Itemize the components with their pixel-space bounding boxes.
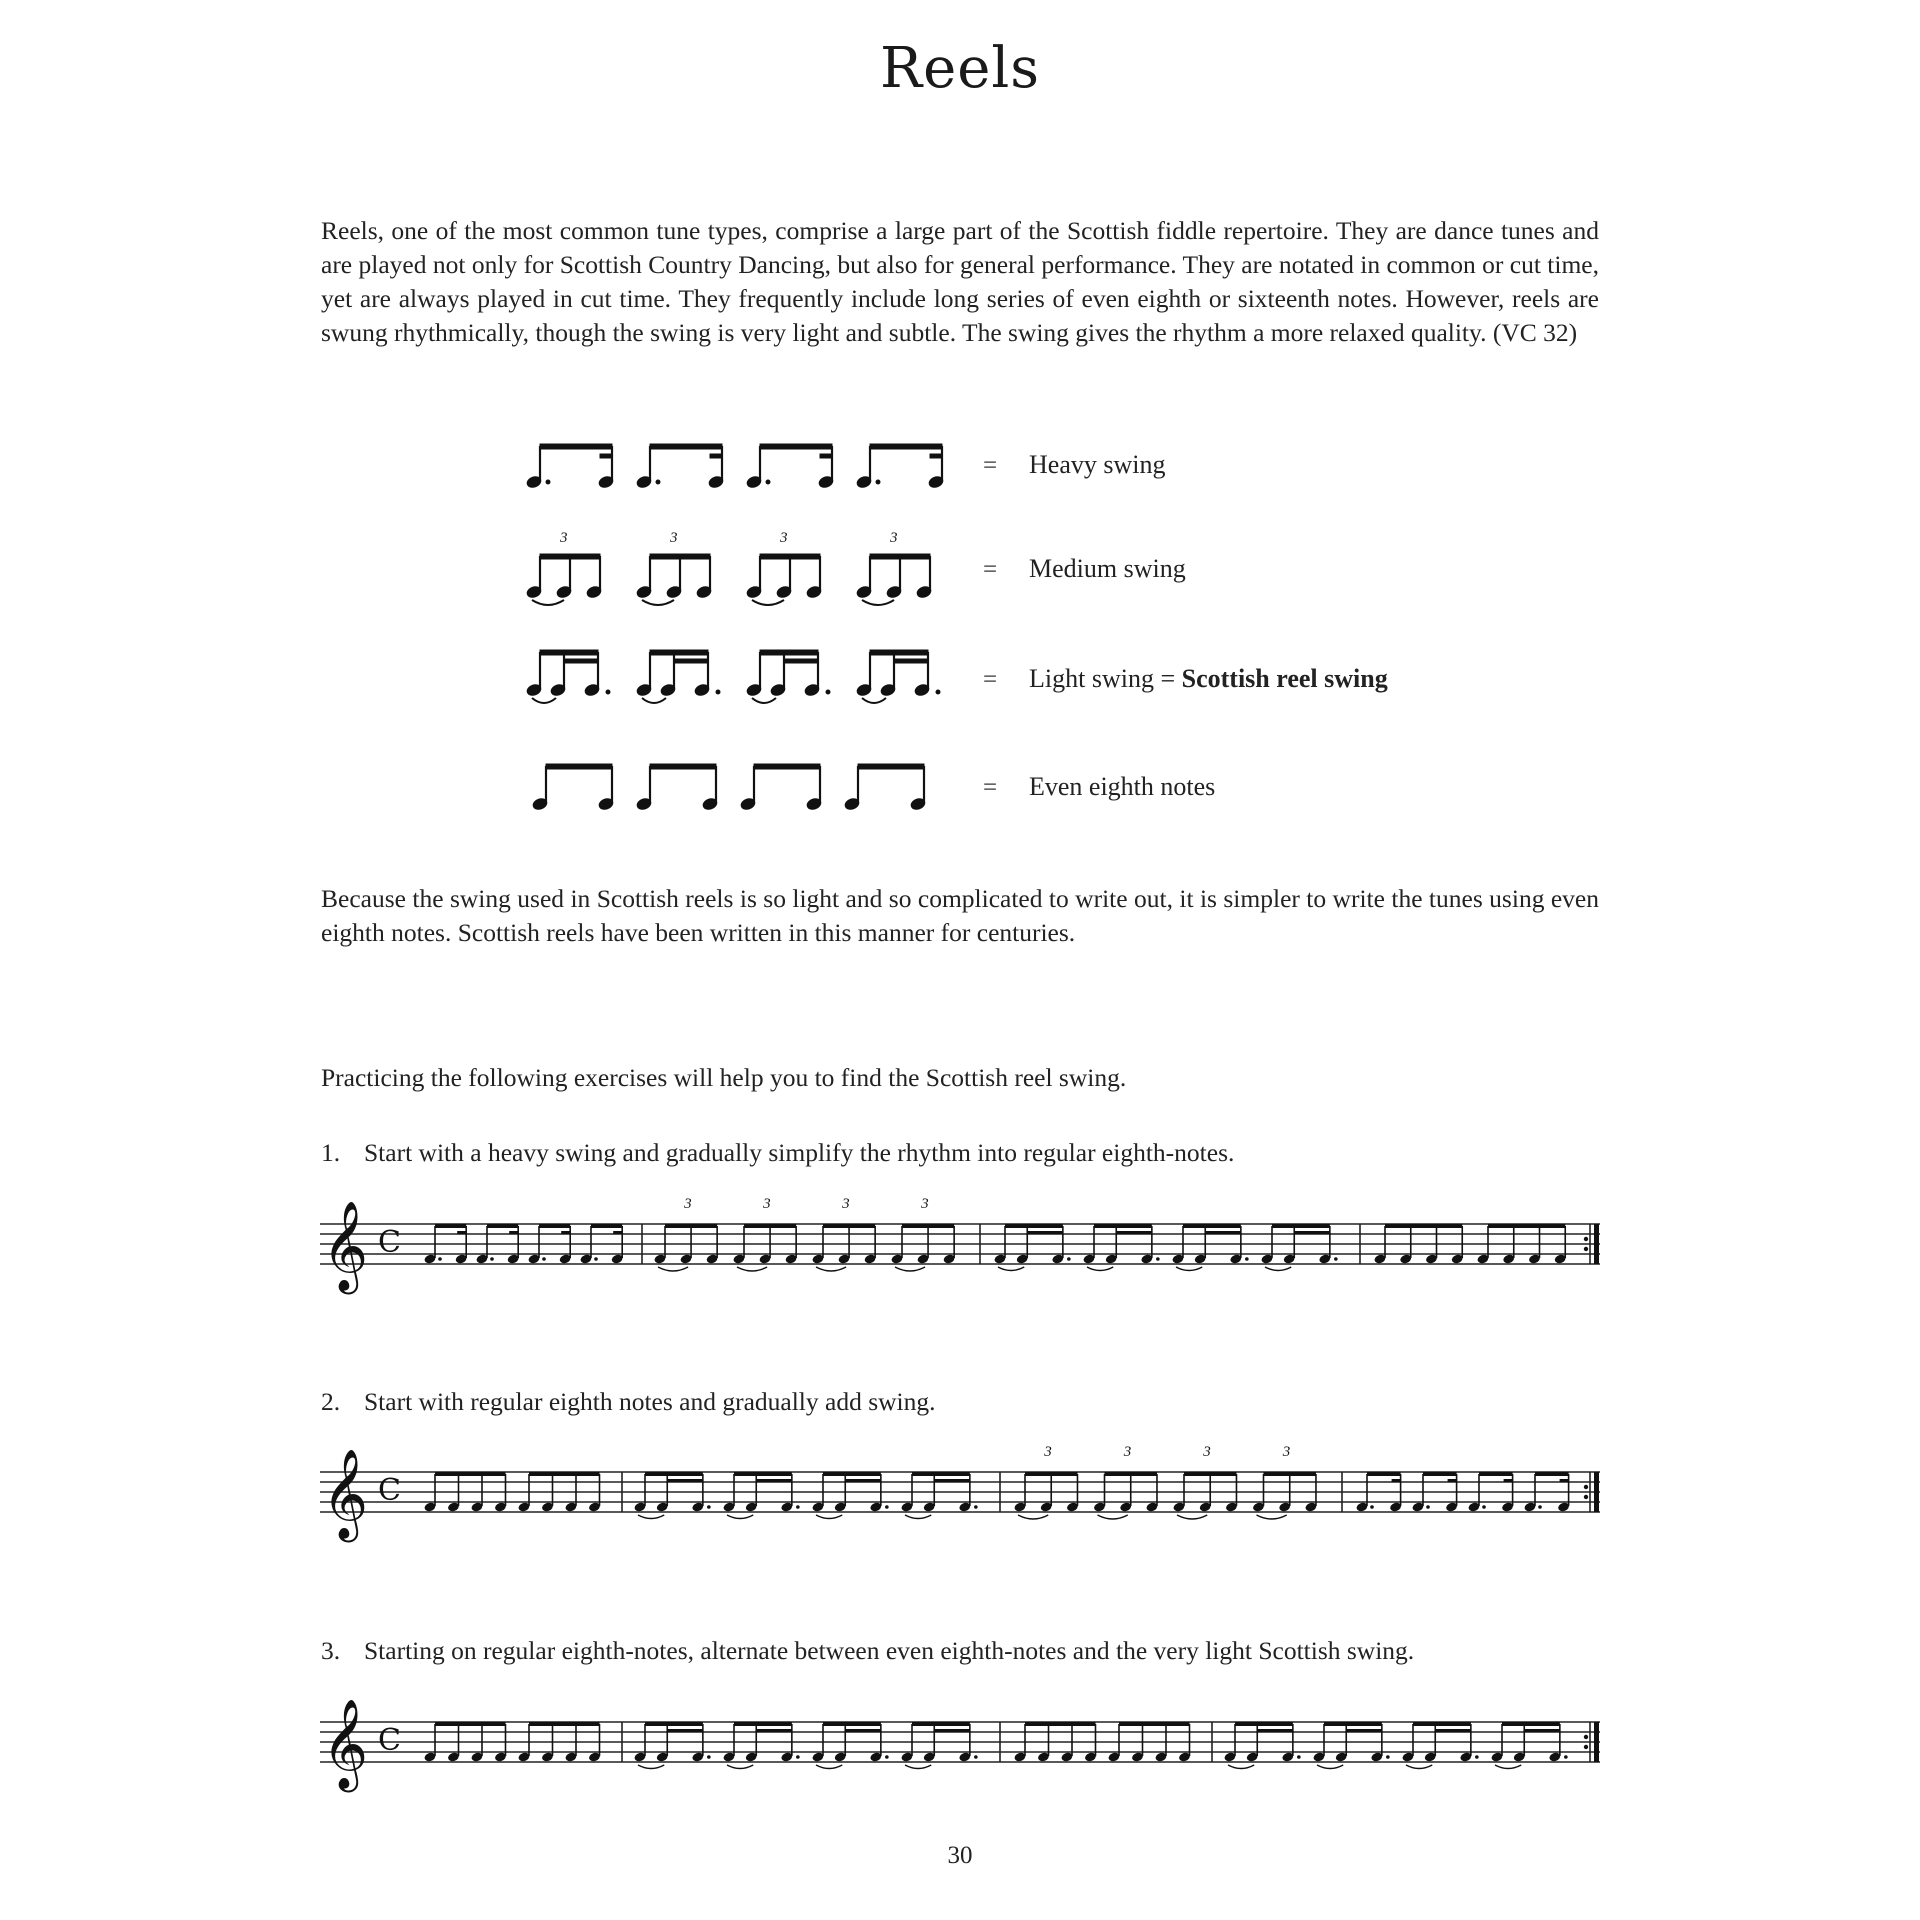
swing-label-heavy: Heavy swing — [1029, 450, 1166, 479]
equals-sign: = — [983, 556, 998, 583]
triplet-mark: 3 — [1203, 1444, 1211, 1460]
treble-clef-icon: 𝄞 — [322, 1699, 369, 1789]
light-swing-notation — [520, 640, 960, 720]
triplet-mark: 3 — [684, 1196, 692, 1212]
even-eighths-notation — [520, 748, 960, 828]
triplet-mark: 3 — [763, 1196, 771, 1212]
triplet-mark: 3 — [842, 1196, 850, 1212]
time-signature: C — [378, 1225, 401, 1260]
exercise-3-label: 3. Starting on regular eighth-notes, alternate between even eighth-notes and the very light Scottish swing. — [321, 1636, 1415, 1665]
time-signature: C — [378, 1473, 401, 1508]
swing-label-light: Light swing = Scottish reel swing — [1029, 664, 1388, 693]
triplet-mark: 3 — [1123, 1444, 1132, 1460]
treble-clef-icon: 𝄞 — [322, 1449, 369, 1539]
equals-sign: = — [983, 452, 998, 479]
triplet-mark: 3 — [560, 530, 568, 546]
swing-row-light — [520, 640, 1520, 720]
explanation-paragraph: Because the swing used in Scottish reels is so light and so complicated to write out, it is simpler to write the tunes using even eighth notes. Scottish reels have been written in this manner for centuries. — [321, 884, 1599, 947]
triplet-mark: 3 — [921, 1196, 929, 1212]
exercise-2-staff — [320, 1436, 1602, 1546]
triplet-mark: 3 — [890, 530, 898, 546]
swing-label-even: Even eighth notes — [1029, 772, 1216, 801]
triplet-mark: 3 — [670, 530, 678, 546]
exercise-1-staff — [320, 1188, 1602, 1298]
time-signature: C — [378, 1723, 401, 1758]
exercise-1-label: 1. Start with a heavy swing and gradually simplify the rhythm into regular eighth-notes. — [321, 1138, 1235, 1167]
intro-paragraph: Reels, one of the most common tune types, comprise a large part of the Scottish fiddle repertoire. They are dance tunes and are played not only for Scottish Country Dancing, but also for general performance. They are notated in common or cut time, yet are always played in cut time. They frequently include long series of even eighth or sixteenth notes. However, reels are swung rhythmically, though the swing is very light and subtle. The swing gives the rhythm a more relaxed quality. (VC 32) — [321, 216, 1599, 347]
exercise-3-staff — [320, 1686, 1602, 1796]
treble-clef-icon: 𝄞 — [322, 1201, 369, 1291]
page-number: 30 — [947, 1842, 973, 1869]
scottish-reel-swing-emphasis: Scottish reel swing — [1181, 664, 1388, 693]
swing-row-heavy — [520, 432, 1520, 512]
page-title: Reels — [879, 36, 1041, 101]
equals-sign: = — [983, 774, 998, 801]
triplet-mark: 3 — [1044, 1444, 1052, 1460]
triplet-mark: 3 — [1282, 1444, 1291, 1460]
swing-row-even — [520, 748, 1520, 828]
swing-row-medium — [520, 530, 1520, 610]
exercise-2-label: 2. Start with regular eighth notes and gradually add swing. — [321, 1387, 936, 1416]
medium-swing-notation — [520, 530, 960, 620]
equals-sign: = — [983, 666, 998, 693]
triplet-mark: 3 — [780, 530, 788, 546]
swing-label-medium: Medium swing — [1029, 554, 1186, 583]
practice-intro: Practicing the following exercises will help you to find the Scottish reel swing. — [321, 1063, 1127, 1092]
heavy-swing-notation — [520, 432, 960, 512]
